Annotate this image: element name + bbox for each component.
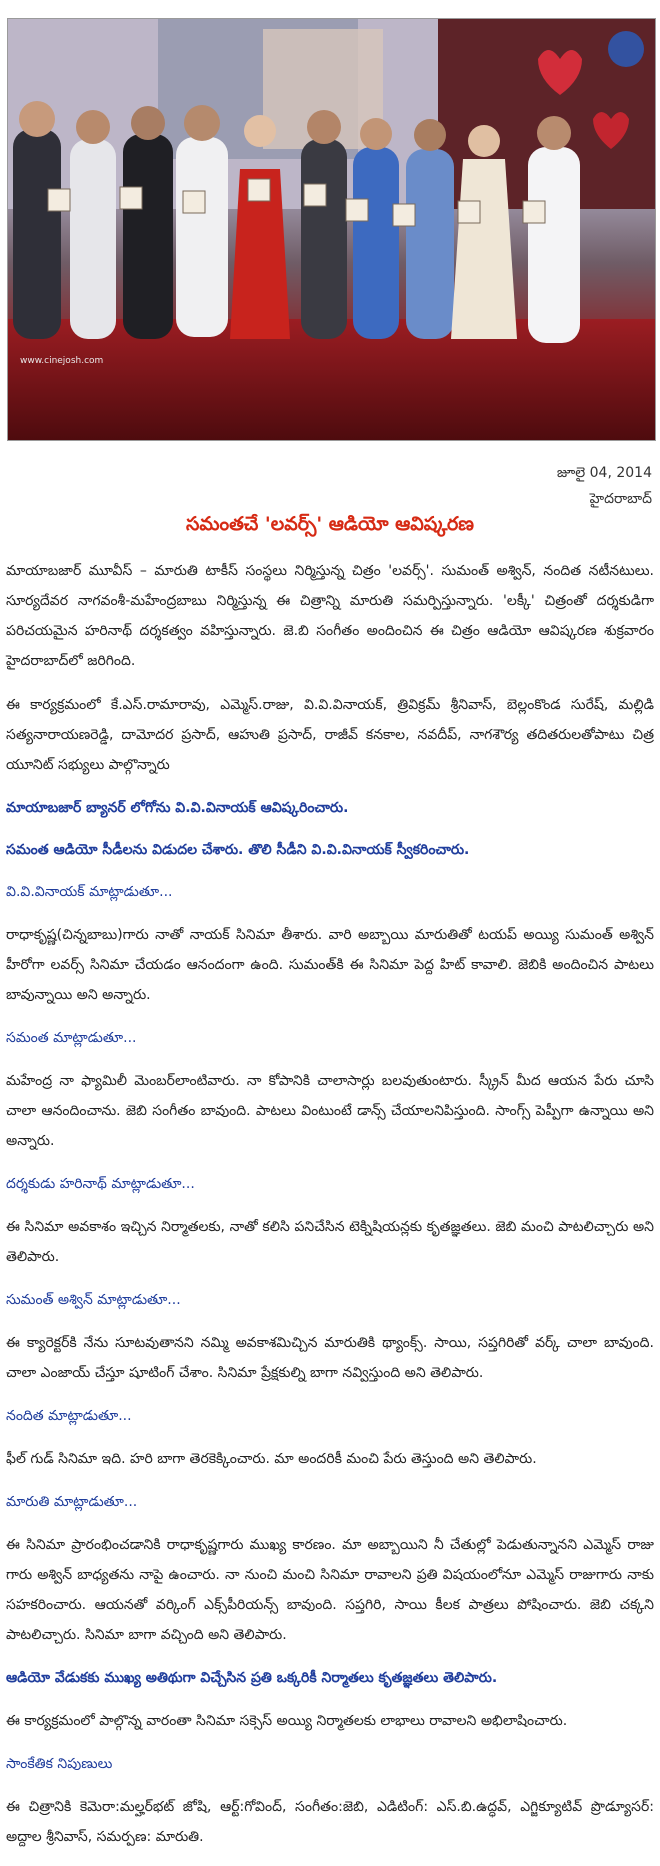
photo-watermark: www.cinejosh.com	[20, 356, 104, 366]
speaker-heading: సమంత మాట్లాడుతూ...	[6, 1030, 137, 1046]
article-paragraph: ఈ చిత్రానికి కెమెరా:మల్హర్‌భట్ జోషి, ఆర్ట్:గోవింద్, సంగీతం:జెబి, ఎడిటింగ్: ఎస్.బి.ఉద్ధవ్, ఎగ్జిక్యూటివ్ ప్రొడ్యూసర్: అద్దాల శ్రీనివాస్, సమర్పణ: మారుతి.	[6, 1799, 654, 1845]
article-paragraph: ఈ క్యారెక్టర్‌కి నేను సూటవుతానని నమ్మి అవకాశమిచ్చిన మారుతికి థ్యాంక్స్. సాయి, సప్తగిరితో వర్క్ చాలా బావుంది. చాలా ఎంజాయ్ చేస్తూ షూటింగ్ చేశాం. సినిమా ప్రేక్షకుల్ని బాగా నవ్విస్తుంది అని తెలిపారు.	[6, 1335, 654, 1381]
speaker-heading: సుమంత్ అశ్విన్ మాట్లాడుతూ...	[6, 1292, 181, 1308]
speaker-heading: నందిత మాట్లాడుతూ...	[6, 1408, 132, 1424]
speaker-heading: దర్శకుడు హరినాథ్ మాట్లాడుతూ...	[6, 1176, 195, 1192]
article-paragraph: మహేంద్ర నా ఫ్యామిలీ మెంబర్‌లాంటివారు. నా కోపానికి చాలాసార్లు బలవుతుంటారు. స్క్రీన్ మీద ఆయన పేరు చూసి చాలా ఆనందించాను. జెబి సంగీతం బావుంది. పాటలు వింటుంటే డాన్స్ చేయాలనిపిస్తుంది. సాంగ్స్ పెప్పీగా ఉన్నాయి అని అన్నారు.	[6, 1073, 654, 1149]
speaker-heading: వి.వి.వినాయక్ మాట్లాడుతూ...	[6, 884, 173, 900]
section-heading: సాంకేతిక నిపుణులు	[6, 1756, 113, 1772]
speaker-heading: మారుతి మాట్లాడుతూ...	[6, 1494, 138, 1510]
article-paragraph: ఈ కార్యక్రమంలో కే.ఎస్.రామారావు, ఎమ్మెస్.రాజు, వి.వి.వినాయక్, త్రివిక్రమ్ శ్రీనివాస్, బెల్లంకొండ సురేష్, మల్లిడి సత్యనారాయణరెడ్డి, దామోదర ప్రసాద్, ఆహుతి ప్రసాద్, రాజీవ్ కనకాల, నవదీప్, నాగశౌర్య తదితరులతోపాటు చిత్ర యూనిట్ సభ్యులు పాల్గొన్నారు	[6, 697, 654, 773]
article-paragraph: రాధాకృష్ణ(చిన్నబాబు)గారు నాతో నాయక్ సినిమా తీశారు. వారి అబ్బాయి మారుతితో టయప్ అయ్యి సుమంత్ అశ్విన్ హీరోగా లవర్స్ సినిమా చేయడం ఆనందంగా ఉంది. సుమంత్‌కి ఈ సినిమా పెద్ద హిట్ కావాలి. జెబికి అందించిన పాటలు బావున్నాయి అని అన్నారు.	[6, 927, 654, 1003]
site-logo-icon	[608, 31, 644, 67]
hero-photo	[7, 18, 656, 441]
highlight-line: మాయాబజార్ బ్యానర్ లోగోను వి.వి.వినాయక్ ఆవిష్కరించారు.	[6, 800, 349, 816]
article-city: హైదరాబాద్	[589, 491, 652, 507]
article-paragraph: ఈ కార్యక్రమంలో పాల్గొన్న వారంతా సినిమా సక్సెస్ అయ్యి నిర్మాతలకు లాభాలు రావాలని అభిలాషించారు.	[6, 1713, 568, 1729]
highlight-line: ఆడియో వేడుకకు ముఖ్య అతిథుగా విచ్చేసిన ప్రతి ఒక్కరికీ నిర్మాతలు కృతజ్ఞతలు తెలిపారు.	[6, 1670, 498, 1686]
article-title: సమంతచే 'లవర్స్' ఆడియో ఆవిష్కరణ	[186, 513, 474, 535]
highlight-line: సమంత ఆడియో సీడీలను విడుదల చేశారు. తొలి సీడీని వి.వి.వినాయక్ స్వీకరించారు.	[6, 842, 470, 858]
article-paragraph: మాయాబజార్ మూవీస్ – మారుతి టాకీస్ సంస్థలు నిర్మిస్తున్న చిత్రం 'లవర్స్'. సుమంత్ అశ్విన్, నందిత నటీనటులు. సూర్యదేవర నాగవంశీ-మహేంద్రబాబు నిర్మిస్తున్న ఈ చిత్రాన్ని మారుతి సమర్పిస్తున్నారు. 'లక్కీ' చిత్రంతో దర్శకుడిగా పరిచయమైన హరినాథ్ దర్శకత్వం వహిస్తున్నారు. జె.బి సంగీతం అందించిన ఈ చిత్రం ఆడియో ఆవిష్కరణ శుక్రవారం హైదరాబాద్‌లో జరిగింది.	[6, 563, 654, 669]
article-paragraph: ఫీల్ గుడ్ సినిమా ఇది. హరి బాగా తెరకెక్కించారు. మా అందరికీ మంచి పేరు తెస్తుంది అని తెలిపారు.	[6, 1451, 537, 1467]
event-photo-illustration	[8, 19, 655, 440]
article-paragraph: ఈ సినిమా ప్రారంభించడానికి రాధాకృష్ణగారు ముఖ్య కారణం. మా అబ్బాయిని నీ చేతుల్లో పెడుతున్నానని ఎమ్మెస్ రాజు గారు అశ్విన్ బాధ్యతను నాపై ఉంచారు. నా నుంచి మంచి సినిమా రావాలని ప్రతి విషయంలోనూ ఎమ్మెస్ రాజుగారు నాకు సహకరించారు. ఆయనతో వర్కింగ్ ఎక్స్‌పీరియన్స్ బావుంది. సప్తగిరి, సాయి కీలక పాత్రలు పోషించారు. జెబి చక్కని పాటలిచ్చారు. సినిమా బాగా వచ్చింది అని తెలిపారు.	[6, 1537, 654, 1643]
article-paragraph: ఈ సినిమా అవకాశం ఇచ్చిన నిర్మాతలకు, నాతో కలిసి పనిచేసిన టెక్నిషియన్లకు కృతజ్ఞతలు. జెబి మంచి పాటలిచ్చారు అని తెలిపారు.	[6, 1219, 654, 1265]
article-meta	[557, 460, 652, 512]
article-body	[6, 556, 654, 1866]
article-date: జూలై 04, 2014	[556, 465, 652, 481]
